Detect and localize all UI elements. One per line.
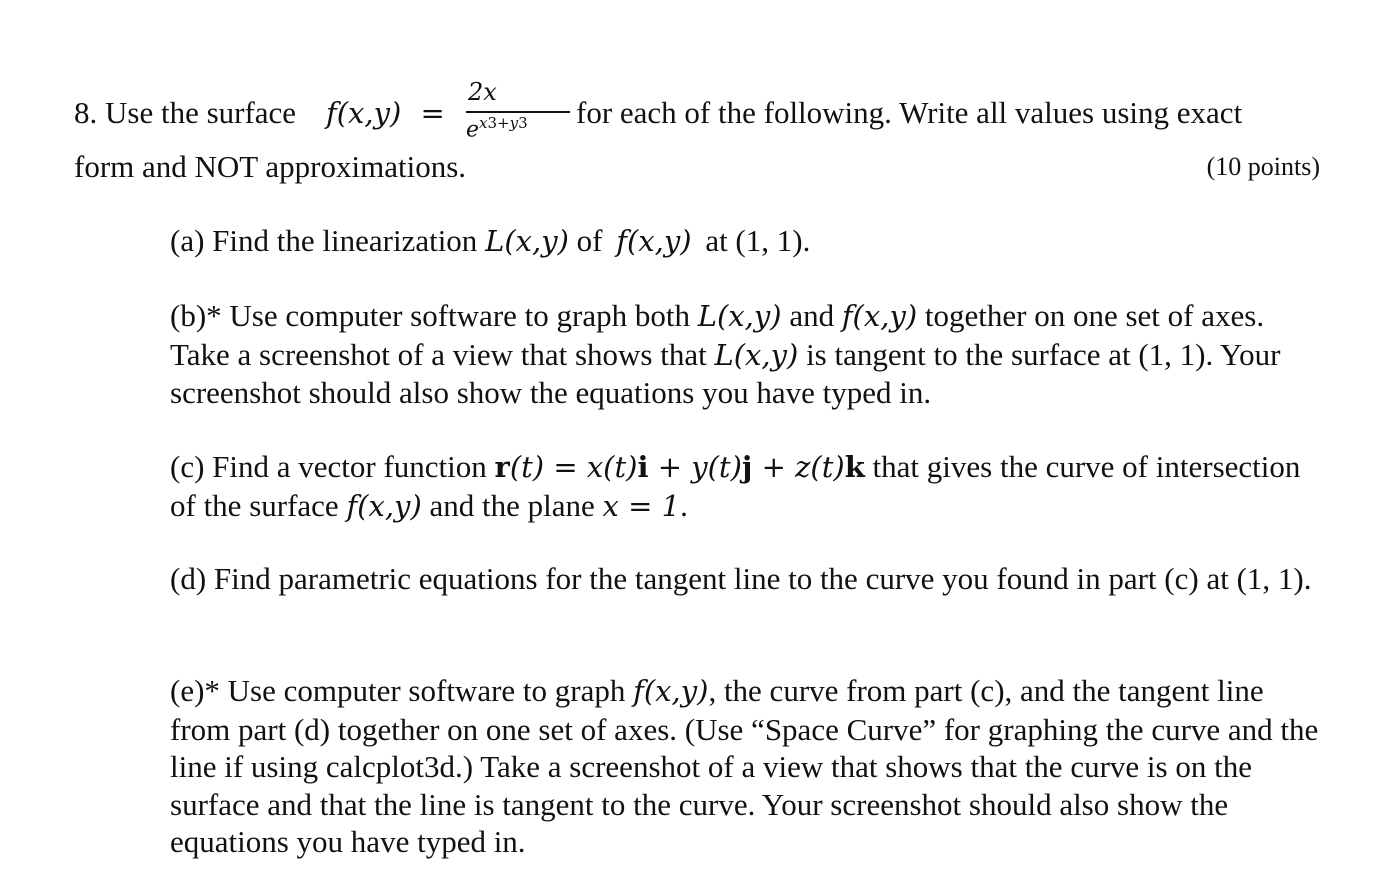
- part-b-L2: L(x,y): [714, 337, 799, 372]
- part-c-r: r: [494, 450, 510, 484]
- part-c-rt: (t) = x(t): [509, 450, 638, 484]
- problem-number: [74, 95, 296, 131]
- part-a-f: f(x,y): [616, 224, 692, 258]
- den-exp1: 3: [487, 114, 498, 132]
- part-a-at: at (1, 1).: [705, 223, 811, 258]
- part-b-text1: together on one set of axes. Take a screenshot of a view that shows that: [170, 298, 1265, 372]
- den-exp2: 3: [518, 114, 528, 132]
- part-c-label: (c) Find a vector function: [170, 449, 487, 484]
- function-fx: f(x,y): [326, 96, 402, 130]
- function-name: [326, 96, 445, 130]
- part-e-label: (e)* Use computer software to graph: [170, 673, 626, 708]
- part-c-text1: that gives the curve of intersection of the surface: [170, 449, 1301, 523]
- problem-line2: form and NOT approximations.: [74, 149, 467, 184]
- part-b-label: (b)* Use computer software to graph both: [170, 298, 690, 333]
- function-equals: =: [420, 96, 445, 130]
- part-b-and: and: [789, 298, 835, 333]
- part-a: [170, 222, 1330, 261]
- part-c-end: .: [680, 487, 688, 523]
- part-c-plus1: + y(t): [648, 450, 742, 484]
- part-c-plus2: + z(t): [752, 450, 845, 484]
- part-b-f: f(x,y): [841, 299, 918, 333]
- problem-lead: Use the surface: [105, 95, 297, 130]
- part-d: [170, 560, 1330, 598]
- den-x: x: [479, 114, 488, 132]
- problem-number-text: 8.: [74, 95, 98, 130]
- part-a-L: L(x,y): [485, 224, 569, 258]
- part-c-f: f(x,y): [346, 488, 422, 523]
- part-c-k: k: [844, 450, 865, 484]
- part-d-text: (d) Find parametric equations for the tangent line to the curve you found in part (c) at (1, 1).: [170, 561, 1312, 596]
- part-c: [170, 448, 1330, 525]
- part-a-of: of: [576, 223, 603, 258]
- problem-line1-rest: for each of the following. Write all values using exact: [576, 95, 1243, 130]
- den-base: e: [466, 117, 480, 143]
- part-b: [170, 297, 1330, 412]
- fraction-numerator: 2x: [468, 78, 497, 106]
- points-label: (10 points): [1206, 152, 1320, 181]
- part-b-text2: is tangent to the surface at (1, 1). Your screenshot should also show the equations you have typed in.: [170, 336, 1281, 410]
- part-c-xeq: x = 1: [602, 488, 681, 523]
- den-plus: +y: [497, 114, 519, 132]
- part-e-text1: , the curve from part (c), and the tangent line from part (d) together on one set of axes. (Use “Space Curve” for graphing the curve and the line if using calcplot3d.) Take a screenshot of a view that shows that the curve is on the surface and that the line is tangent to the curve. Your screenshot should also show the equations you have typed in.: [170, 673, 1319, 859]
- part-a-label: (a) Find the linearization: [170, 223, 478, 258]
- part-c-i: i: [637, 450, 649, 484]
- part-b-L: L(x,y): [697, 299, 782, 333]
- part-e: [170, 672, 1330, 861]
- fraction-denominator: [466, 114, 528, 142]
- fraction-bar: [466, 111, 570, 113]
- part-e-f: f(x,y): [633, 674, 709, 708]
- part-c-j: j: [741, 450, 753, 484]
- part-c-text2: and the plane: [429, 487, 595, 523]
